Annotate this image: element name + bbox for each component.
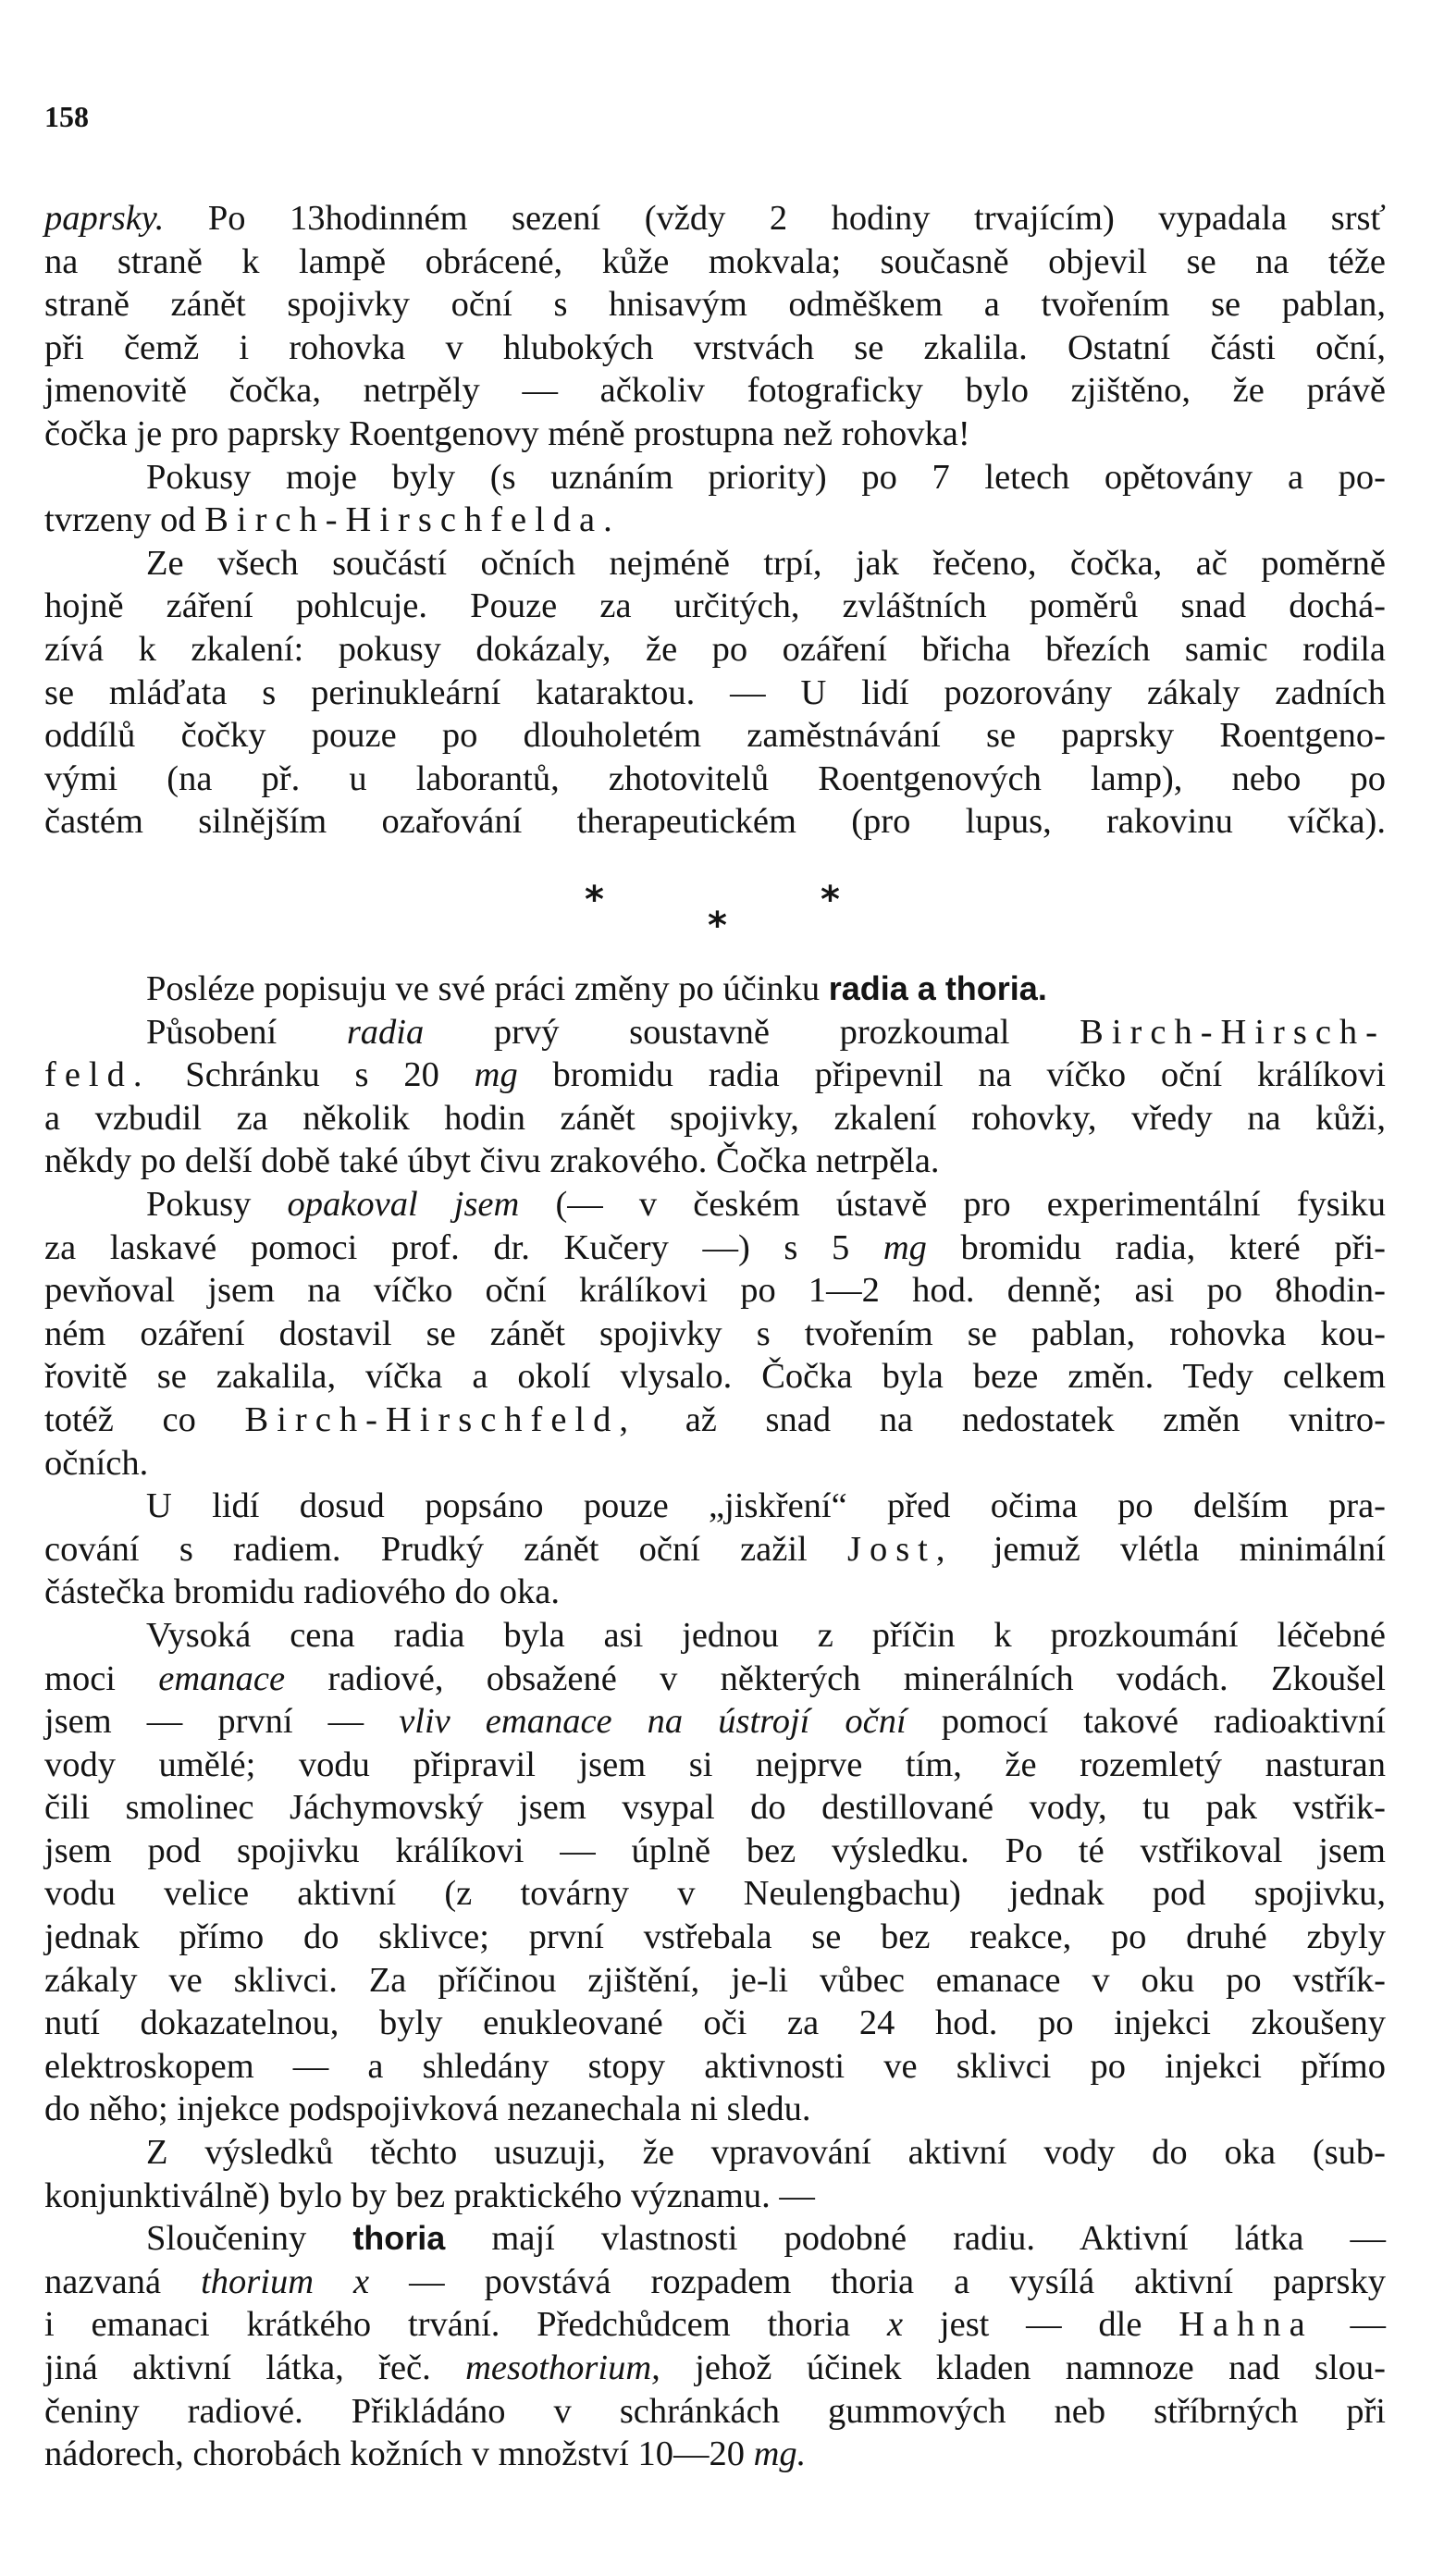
text-line: čili smolinec Jáchymovský jsem vsypal do destillované vody, tu pak vstřik- <box>44 1788 1386 1828</box>
text-line: jiná aktivní látka, řeč. mesothorium, jehož účinek kladen namnoze nad slou- <box>44 2348 1386 2387</box>
text-line: U lidí dosud popsáno pouze „jiskření“ před očima po delším pra- <box>146 1486 1386 1526</box>
text-line: nádorech, chorobách kožních v množství 10—20 mg. <box>44 2434 807 2474</box>
section-radium-thorium <box>44 968 1386 2476</box>
asterisk: * <box>821 879 840 921</box>
author-name: Jost, <box>846 1529 954 1569</box>
text-line: nutí dokazatelnou, byly enukleované oči za 24 hod. po injekci zkoušeny <box>44 2003 1386 2043</box>
text-line: Pokusy opakoval jsem (— v českém ústavě pro experimentální fysiku <box>146 1184 1386 1224</box>
text-line: Vysoká cena radia byla asi jednou z příčin k prozkoumání léčebné <box>146 1615 1386 1655</box>
text-line: Sloučeniny thoria mají vlastnosti podobné radiu. Aktivní látka — <box>146 2219 1386 2259</box>
author-name: Birch-Hirsch- <box>1080 1012 1386 1052</box>
text-line: hojně záření pohlcuje. Pouze za určitých, zvláštních poměrů snad dochá- <box>44 586 1386 626</box>
author-name: Birch-Hirschfeld, <box>244 1399 637 1439</box>
text-line: částečka bromidu radiového do oka. <box>44 1572 560 1612</box>
text-line: při čemž i rohovka v hlubokých vrstvách se zkalila. Ostatní části oční, <box>44 327 1386 367</box>
text-line: elektroskopem — a shledány stopy aktivnosti ve sklivci po injekci přímo <box>44 2046 1386 2086</box>
author-name: Hahna <box>1179 2305 1314 2345</box>
text-line: čeniny radiové. Přikládáno v schránkách gummových neb stříbrných při <box>44 2391 1386 2431</box>
text-line: i emanaci krátkého trvání. Předchůdcem thoria x jest — dle Hahna — <box>44 2305 1387 2345</box>
text-line: tvrzeny od Birch-Hirschfelda. <box>44 500 621 540</box>
text-line: Posléze popisuju ve své práci změny po účinku radia a thoria. <box>146 969 1047 1008</box>
text-line: řovitě se zakalila, víčka a okolí vlysalo. Čočka byla beze změn. Tedy celkem <box>44 1357 1386 1397</box>
text-line: jednak přímo do sklivce; první vstřebala se bez reakce, po druhé zbyly <box>44 1917 1386 1957</box>
text-line: moci emanace radiové, obsažené v některých minerálních vodách. Zkoušel <box>44 1658 1386 1698</box>
italic-term: paprsky. <box>44 199 165 238</box>
text-line: vody umělé; vodu připravil jsem si nejprve tím, že rozemletý nasturan <box>44 1744 1386 1784</box>
text-line: očních. <box>44 1443 149 1483</box>
bold-term: radia a thoria. <box>828 969 1047 1007</box>
text-line: Působení radia prvý soustavně prozkoumal Birch-Hirsch- <box>146 1012 1386 1052</box>
text-line: zákaly ve sklivci. Za příčinou zjištění, je-li vůbec emanace v oku po vstřík- <box>44 1960 1386 2000</box>
text-line: nazvaná thorium x — povstává rozpadem thoria a vysílá aktivní paprsky <box>44 2262 1386 2301</box>
text-line: oddílů čočky pouze po dlouholetém zaměstnávání se paprsky Roentgeno- <box>44 716 1386 756</box>
text-line: se mláďata s perinukleární kataraktou. — U lidí pozorovány zákaly zadních <box>44 672 1386 712</box>
page-number: 158 <box>44 100 89 133</box>
section-roentgen <box>44 197 1386 844</box>
text-line: na straně k lampě obrácené, kůže mokvala; současně objevil se na téže <box>44 241 1386 281</box>
text-line: feld. Schránku s 20 mg bromidu radia připevnil na víčko oční králíkovi <box>44 1055 1386 1095</box>
asterisk: * <box>708 905 727 947</box>
text-line: cování s radiem. Prudký zánět oční zažil Jost, jemuž vlétla minimální <box>44 1529 1386 1569</box>
asterisk: * <box>585 879 604 921</box>
text-line: zívá k zkalení: pokusy dokázaly, že po ozáření břicha březích samic rodila <box>44 629 1386 669</box>
text-line: ném ozáření dostavil se zánět spojivky s tvořením se pablan, rohovka kou- <box>44 1313 1386 1353</box>
text-line: vými (na př. u laborantů, zhotovitelů Roentgenových lamp), nebo po <box>44 758 1386 798</box>
text-line: pevňoval jsem na víčko oční králíkovi po 1—2 hod. denně; asi po 8hodin- <box>44 1271 1386 1311</box>
text-line: Pokusy moje byly (s uznáním priority) po 7 letech opětovány a po- <box>146 457 1386 497</box>
section-divider-asterism <box>0 879 1444 962</box>
text-line: jmenovitě čočka, netrpěly — ačkoliv fotograficky bylo zjištěno, že právě <box>44 371 1386 411</box>
text-line: za laskavé pomoci prof. dr. Kučery —) s 5 mg bromidu radia, které při- <box>44 1227 1386 1267</box>
text-line: jsem — první — vliv emanace na ústrojí oční pomocí takové radioaktivní <box>44 1702 1386 1742</box>
author-name: Birch-Hirschfelda. <box>204 500 621 540</box>
text-line: Ze všech součástí očních nejméně trpí, jak řečeno, čočka, ač poměrně <box>146 543 1386 583</box>
text-line: a vzbudil za několik hodin zánět spojivky, zkalení rohovky, vředy na kůži, <box>44 1098 1386 1138</box>
author-name: feld. <box>44 1055 151 1095</box>
bold-term: thoria <box>352 2219 446 2258</box>
text-line: paprsky. Po 13hodinném sezení (vždy 2 hodiny trvajícím) vypadala srsť <box>44 199 1386 238</box>
text-line: jsem pod spojivku králíkovi — úplně bez výsledku. Po té vstřikoval jsem <box>44 1830 1386 1870</box>
text-line: vodu velice aktivní (z továrny v Neulengbachu) jednak pod spojivku, <box>44 1874 1386 1914</box>
text-line: někdy po delší době také úbyt čivu zrakového. Čočka netrpěla. <box>44 1141 940 1181</box>
text-line: konjunktiválně) bylo by bez praktického významu. — <box>44 2175 815 2215</box>
text-line: totéž co Birch-Hirschfeld, až snad na nedostatek změn vnitro- <box>44 1399 1386 1439</box>
text-line: do něho; injekce podspojivková nezanechala ni sledu. <box>44 2089 811 2129</box>
text-line: Z výsledků těchto usuzuji, že vpravování aktivní vody do oka (sub- <box>146 2133 1386 2173</box>
text-line: čočka je pro paprsky Roentgenovy méně prostupna než rohovka! <box>44 413 970 453</box>
text-line: častém silnějším ozařování therapeutickém (pro lupus, rakovinu víčka). <box>44 802 1386 842</box>
text-line: straně zánět spojivky oční s hnisavým odměškem a tvořením se pablan, <box>44 285 1386 325</box>
